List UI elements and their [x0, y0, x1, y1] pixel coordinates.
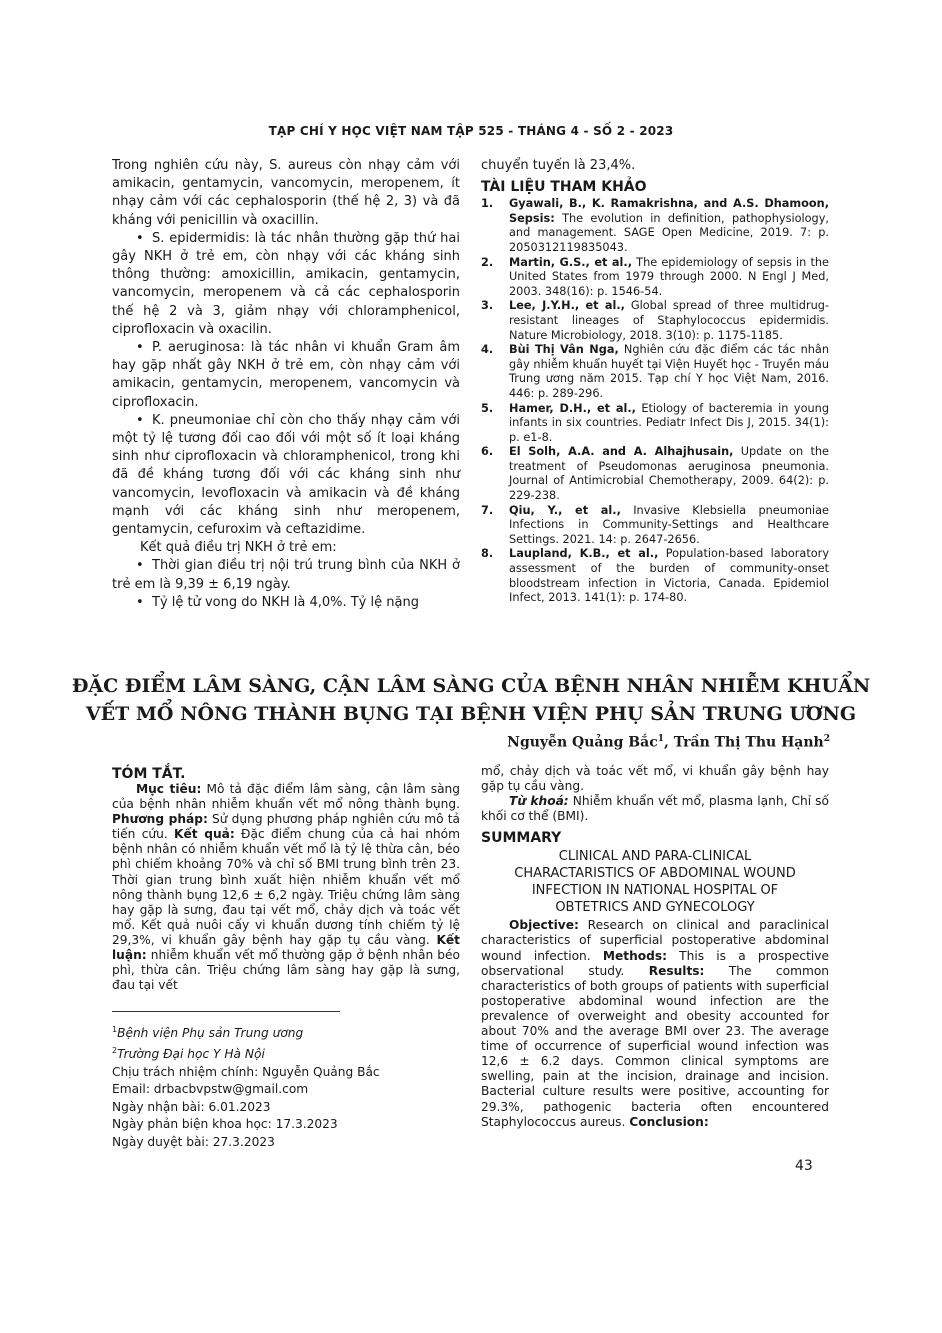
- reference-item: 2. Martin, G.S., et al., The epidemiology of sepsis in the United States from 1979 through 2000. N Engl J Med, 2003. 348(16): p. 1546-54.: [481, 255, 830, 298]
- paragraph-treatment-results: Kết quả điều trị NKH ở trẻ em:: [140, 540, 337, 556]
- right-column-bottom: [481, 764, 829, 1130]
- bullet-treatment-time: • Thời gian điều trị nội trú trung bình của NKH ở trẻ em là 9,39 ± 6,19 ngày.: [112, 558, 460, 592]
- author-2: Trần Thị Thu Hạnh: [673, 734, 824, 751]
- article-title-line-1: ĐẶC ĐIỂM LÂM SÀNG, CẬN LÂM SÀNG CỦA BỆNH NHÂN NHIỄM KHUẨN: [71, 675, 871, 697]
- footnote-divider: [112, 1011, 340, 1012]
- bullet-icon: •: [136, 230, 144, 246]
- bullet-icon: •: [136, 340, 144, 356]
- reference-item: 7. Qiu, Y., et al., Invasive Klebsiella pneumoniae Infections in Community-Settings and Healthcare Settings. 2021. 14: p. 2647-2656.: [481, 503, 829, 546]
- abstract-continuation: mổ, chảy dịch và toác vết mổ, vi khuẩn gây bệnh hay gặp tụ cầu vàng.: [481, 764, 829, 794]
- left-column-top: [112, 157, 460, 612]
- paragraph-s-aureus: Trong nghiên cứu này, S. aureus còn nhạy cảm với amikacin, gentamycin, vancomycin, meropenem, ít nhạy cảm với các cephalosporin (thế hệ 2, 3) và đã kháng với penicillin và oxacillin.: [112, 158, 460, 228]
- date-accepted: Ngày duyệt bài: 27.3.2023: [112, 1134, 275, 1149]
- running-head: TẠP CHÍ Y HỌC VIỆT NAM TẬP 525 - THÁNG 4 - SỐ 2 - 2023: [268, 124, 674, 138]
- bullet-icon: •: [136, 558, 144, 574]
- right-column-top: [481, 157, 829, 606]
- bullet-p-aeruginosa: • P. aeruginosa: là tác nhân vi khuẩn Gram âm hay gặp nhất gây NKH ở trẻ em, còn nhạy cảm với amikacin, gentamycin, meropenem, vancomycin và ciprofloxacin.: [112, 340, 460, 410]
- reference-item: 4. Bùi Thị Vân Nga, Nghiên cứu đặc điểm các tác nhân gây nhiễm khuẩn huyết tại Viện Huyết học - Truyền máu Trung ương năm 2015. Tạp chí Y học Việt Nam, 2016. 446: p. 289-296.: [481, 343, 829, 400]
- affiliation-2: $^2$Trường Đại học Y Hà Nội: [112, 1046, 265, 1062]
- authors: Nguyễn Quảng Bắc$^1$, Trần Thị Thu Hạnh$^2$: [507, 734, 830, 751]
- reference-item: 1. Gyawali, B., K. Ramakrishna, and A.S. Dhamoon, Sepsis: The evolution in definition, pathophysiology, and management. SAGE Open Medicine, 2019. 7: p. 2050312119835043.: [481, 197, 829, 254]
- article-title: [60, 672, 882, 728]
- reference-item: 3. Lee, J.Y.H., et al., Global spread of three multidrug-resistant lineages of Staphylococcus epidermidis. Nature Microbiology, 2018. 3(10): p. 1175-1185.: [481, 299, 829, 342]
- references-list: [481, 197, 829, 606]
- article-title-line-2: VẾT MỔ NÔNG THÀNH BỤNG TẠI BỆNH VIỆN PHỤ SẢN TRUNG ƯƠNG: [85, 703, 857, 725]
- date-reviewed: Ngày phản biện khoa học: 17.3.2023: [112, 1117, 338, 1132]
- bullet-mortality: • Tỷ lệ tử vong do NKH là 4,0%. Tỷ lệ nặng: [112, 594, 460, 612]
- date-received: Ngày nhận bài: 6.01.2023: [112, 1099, 271, 1114]
- bullet-icon: •: [136, 412, 144, 428]
- continuation-text: chuyển tuyến là 23,4%.: [481, 158, 636, 173]
- summary-heading: SUMMARY: [481, 830, 562, 847]
- bullet-icon: •: [136, 594, 144, 610]
- reference-item: 6. El Solh, A.A. and A. Alhajhusain, Update on the treatment of Pseudomonas aeruginosa pneumonia. Journal of Antimicrobial Chemotherapy, 2009. 64(2): p. 229-238.: [481, 445, 830, 503]
- affiliation-1: $^1$Bệnh viện Phụ sản Trung ương: [112, 1025, 304, 1041]
- keywords: Từ khoá: Nhiễm khuẩn vết mổ, plasma lạnh, Chỉ số khối cơ thể (BMI).: [481, 794, 829, 824]
- reference-item: 5. Hamer, D.H., et al., Etiology of bacteremia in young infants in six countries. Pediatr Infect Dis J, 2015. 34(1): p. e1-8.: [481, 401, 829, 444]
- summary-body: Objective: Research on clinical and paraclinical characteristics of superficial postoperative abdominal wound infection. Methods: This is a prospective observational study. Results: The common characteristics of both groups of patients with superficial postoperative abdominal wound infection are the prevalence of overweight and obesity accounted for about 70% and the average BMI over 23. The average time of occurrence of superficial wound infection was 12,6 ± 6.2 days. Common clinical symptoms are swelling, pain at the incision, drainage and incision. Bacterial culture results were positive, accounting for 29.3%, pathogenic bacteria often encountered Staphylococcus aureus. Conclusion:: [481, 918, 829, 1129]
- bullet-k-pneumoniae: • K. pneumoniae chỉ còn cho thấy nhạy cảm với một tỷ lệ tương đối cao đối với một số ít loại kháng sinh như ciprofloxacin và chloramphenicol, trong khi đã đề kháng tương đối với các kháng sinh như vancomycin, levofloxacin và amikacin và đề kháng mạnh với các kháng sinh như meropenem, gentamycin, cefuroxim và ceftazidime.: [112, 412, 460, 538]
- corresponding-author: Chịu trách nhiệm chính: Nguyễn Quảng Bắc: [112, 1064, 380, 1079]
- abstract-body: Mục tiêu: Mô tả đặc điểm lâm sàng, cận lâm sàng của bệnh nhân nhiễm khuẩn vết mổ nông thành bụng. Phương pháp: Sử dụng phương pháp nghiên cứu mô tả tiến cứu. Kết quả: Đặc điểm chung của cả hai nhóm bệnh nhân có nhiễm khuẩn vết mổ là tỷ lệ thừa cân, béo phì chiếm khoảng 70% và chỉ số BMI trung bình trên 23. Thời gian trung bình xuất hiện nhiễm khuẩn vết mổ nông thành bụng 12,6 ± 6,2 ngày. Triệu chứng lâm sàng hay gặp là sưng, đau tại vết mổ, chảy dịch và toác vết mổ. Kết quả nuôi cấy vi khuẩn dương tính chiếm tỷ lệ 29,3%, vi khuẩn gây bệnh hay gặp tụ cầu vàng. Kết luận: nhiễm khuẩn vết mổ thường gặp ở bệnh nhân béo phì, thừa cân. Triệu chứng lâm sàng hay gặp là sưng, đau tại vết: [112, 782, 460, 993]
- references-heading: TÀI LIỆU THAM KHẢO: [481, 179, 647, 196]
- reference-item: 8. Laupland, K.B., et al., Population-based laboratory assessment of the burden of community-onset bloodstream infection in Victoria, Canada. Epidemiol Infect, 2013. 141(1): p. 174-80.: [481, 547, 830, 605]
- abstract-vietnamese: [112, 766, 460, 993]
- page-number: 43: [795, 1158, 813, 1174]
- email: Email: drbacbvpstw@gmail.com: [112, 1082, 309, 1097]
- bullet-s-epidermidis: • S. epidermidis: là tác nhân thường gặp thứ hai gây NKH ở trẻ em, còn nhạy với các kháng sinh thông thường: amoxicillin, amikacin, gentamycin, vancomycin, meropenem và cả các cephalosporin thế hệ 2 và 3, giảm nhạy với chloramphenicol, ciprofloxacin và oxacilin.: [112, 230, 460, 337]
- abstract-heading: TÓM TẮT.: [112, 766, 186, 782]
- summary-title: CLINICAL AND PARA-CLINICAL CHARACTARISTICS OF ABDOMINAL WOUND INFECTION IN NATIONAL HOSPITAL OF OBTETRICS AND GYNECOLOGY: [514, 849, 796, 916]
- author-1: Nguyễn Quảng Bắc: [507, 734, 658, 751]
- footnotes: [112, 1021, 460, 1151]
